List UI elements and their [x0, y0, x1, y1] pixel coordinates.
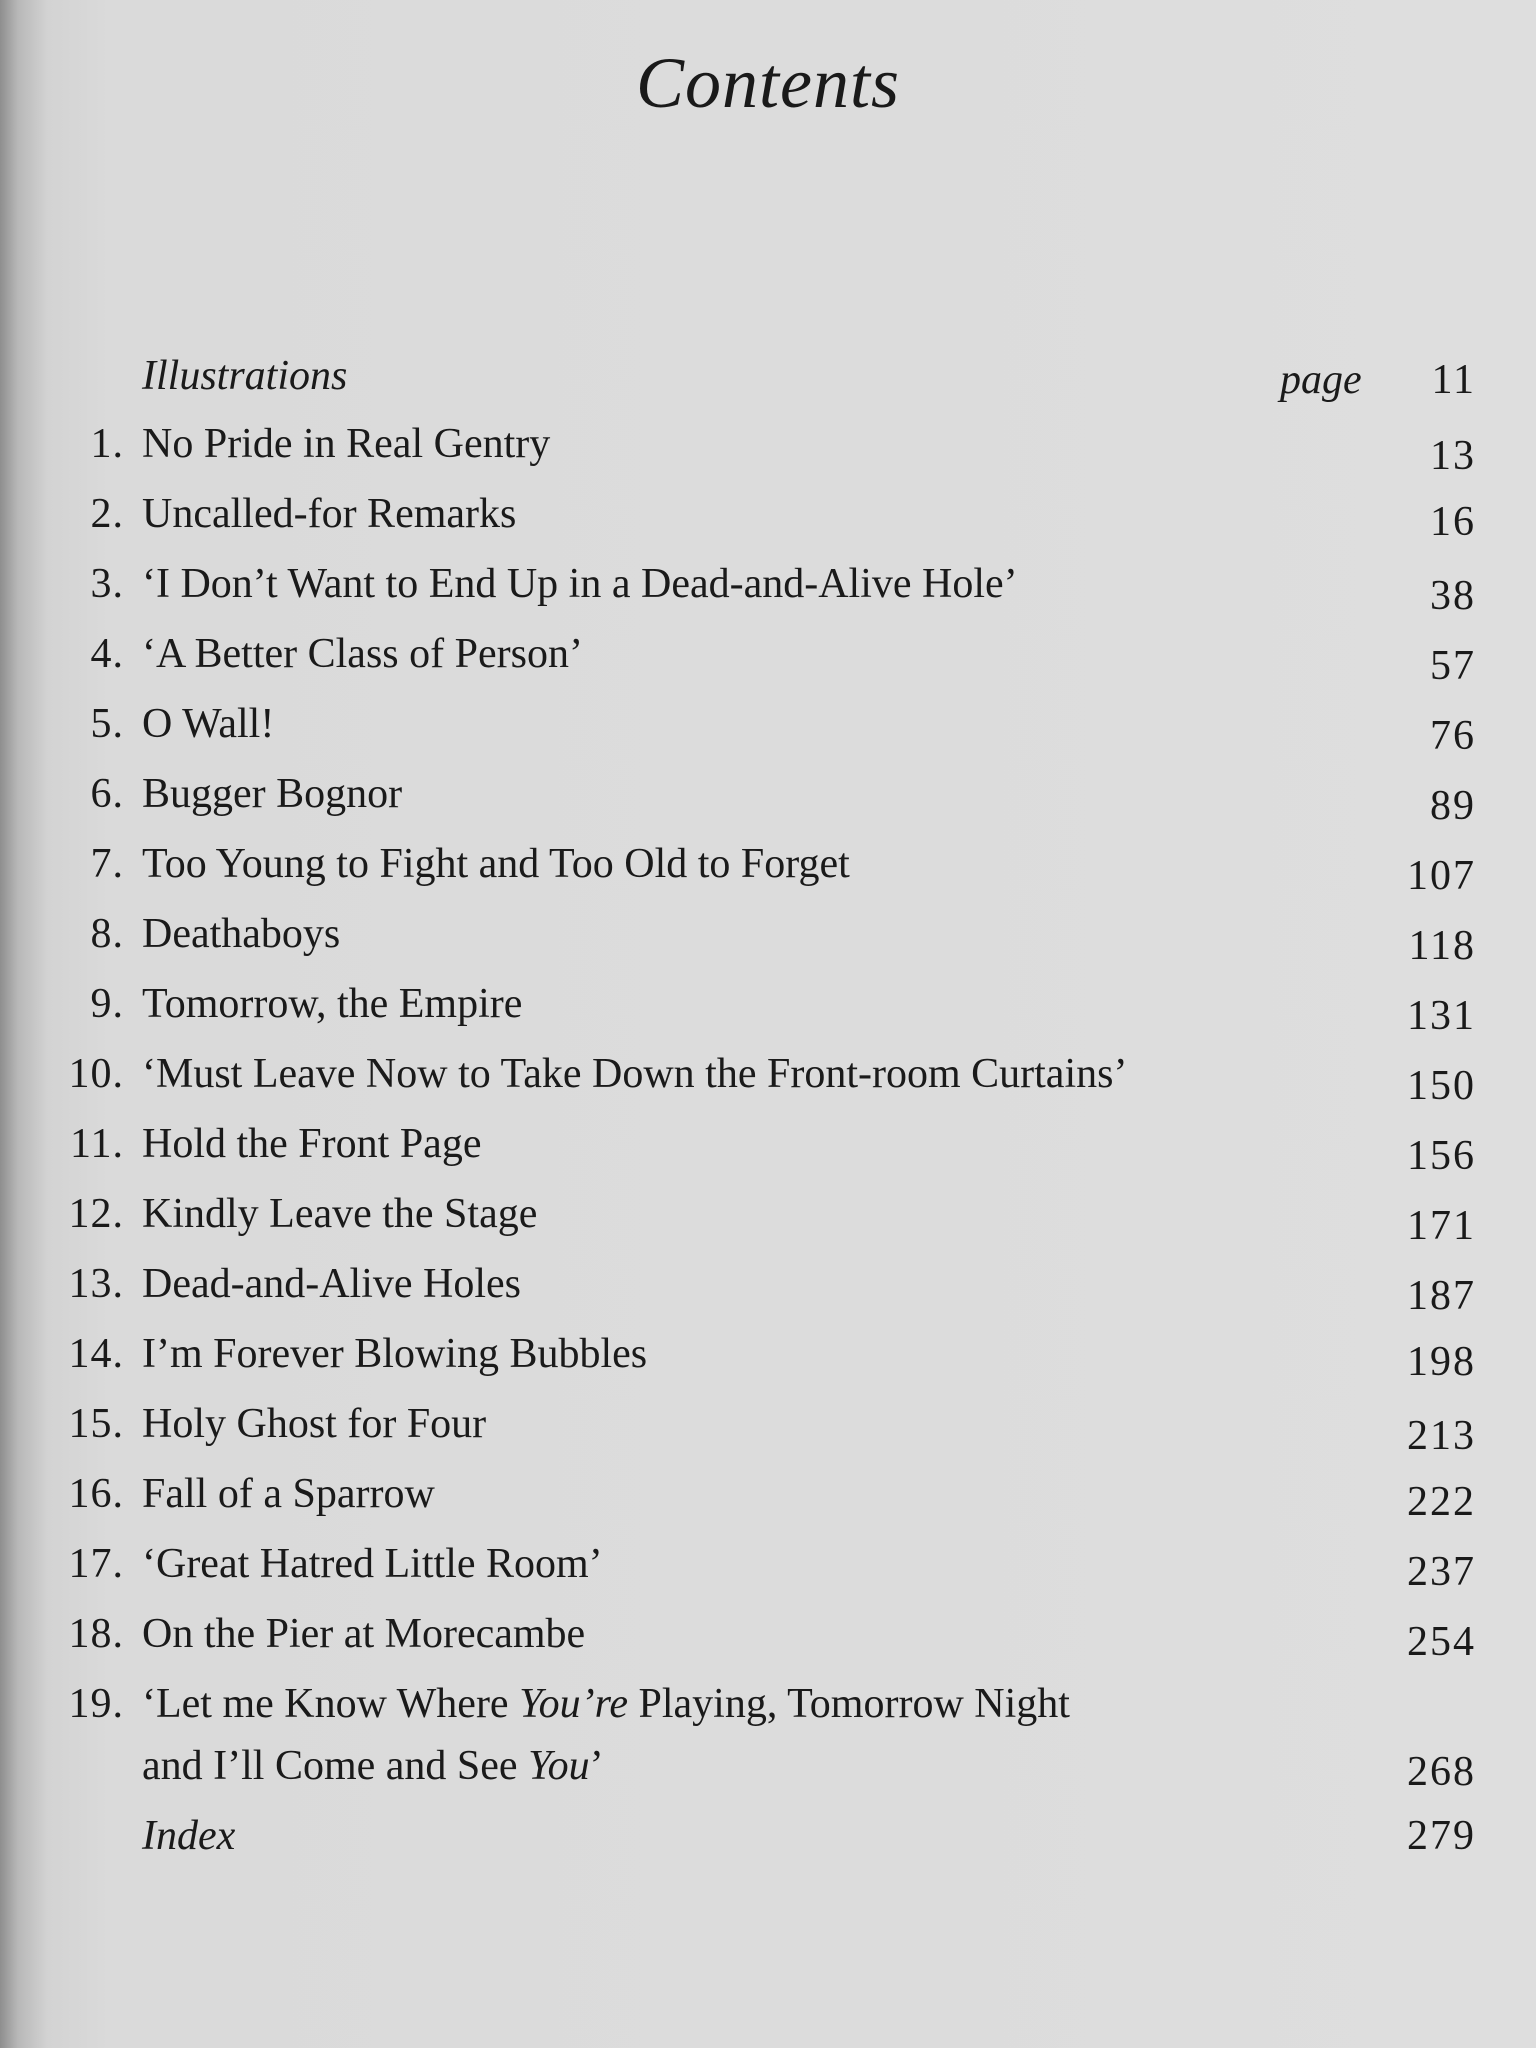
chapter-title: Fall of a Sparrow [142, 1471, 435, 1517]
chapter-number: 6. [90, 771, 124, 817]
chapter-number: 13. [68, 1261, 124, 1307]
toc-illustrations-label: Illustrations [142, 353, 348, 399]
chapter-title: No Pride in Real Gentry [142, 421, 551, 467]
chapter-page: 213 [1407, 1413, 1476, 1459]
chapter-page: 38 [1430, 573, 1476, 619]
toc-index-label: Index [142, 1813, 236, 1859]
chapter-number: 9. [90, 981, 124, 1027]
chapter-page: 222 [1407, 1479, 1476, 1525]
chapter-page: 171 [1407, 1203, 1476, 1249]
chapter-title: Dead-and-Alive Holes [142, 1261, 522, 1307]
toc-row-chapter-19[interactable] [0, 1680, 1536, 1795]
chapter-page: 107 [1407, 853, 1476, 899]
chapter-title: On the Pier at Morecambe [142, 1611, 586, 1657]
page-title: Contents [635, 43, 900, 123]
chapter-title: Too Young to Fight and Too Old to Forget [142, 841, 850, 887]
chapter-number: 14. [68, 1331, 124, 1377]
chapter-page: 198 [1407, 1339, 1476, 1385]
chapter-title: ‘Great Hatred Little Room’ [142, 1541, 603, 1587]
chapter-page: 57 [1430, 643, 1476, 689]
chapter-title: O Wall! [142, 701, 275, 747]
chapter-number: 2. [90, 491, 124, 537]
chapter-title: ‘Must Leave Now to Take Down the Front-room Curtains’ [142, 1051, 1128, 1097]
chapter-number: 18. [68, 1611, 124, 1657]
chapter-page: 76 [1430, 713, 1476, 759]
chapter-page: 150 [1407, 1063, 1476, 1109]
chapter-number: 15. [68, 1401, 124, 1447]
chapter-number: 4. [90, 631, 124, 677]
chapter-number: 12. [68, 1191, 124, 1237]
chapter-page: 268 [1407, 1749, 1476, 1795]
chapter-number: 1. [90, 421, 124, 467]
chapter-title: Hold the Front Page [142, 1121, 482, 1167]
chapter-title: Kindly Leave the Stage [142, 1191, 538, 1237]
chapter-page: 131 [1407, 993, 1476, 1039]
chapter-number: 19. [68, 1681, 124, 1727]
chapter-number: 16. [68, 1471, 124, 1517]
chapter-number: 5. [90, 701, 124, 747]
chapter-title-line-1: ‘Let me Know Where You’re Playing, Tomorrow Night [142, 1681, 1070, 1727]
toc-illustrations-page: 11 [1431, 357, 1476, 403]
chapter-title: I’m Forever Blowing Bubbles [142, 1331, 648, 1377]
chapter-number: 3. [90, 561, 124, 607]
toc-page-word: page [1280, 357, 1362, 403]
chapter-title: ‘A Better Class of Person’ [142, 631, 583, 677]
chapter-page: 13 [1430, 433, 1476, 479]
chapter-number: 7. [90, 841, 124, 887]
chapter-page: 156 [1407, 1133, 1476, 1179]
chapter-number: 11. [70, 1121, 124, 1167]
chapter-title: Deathaboys [142, 911, 341, 957]
chapter-number: 8. [90, 911, 124, 957]
chapter-number: 17. [68, 1541, 124, 1587]
chapter-title: Tomorrow, the Empire [142, 981, 523, 1027]
chapter-page: 237 [1407, 1549, 1476, 1595]
chapter-number: 10. [68, 1051, 124, 1097]
chapter-title: ‘I Don’t Want to End Up in a Dead-and-Alive Hole’ [142, 561, 1018, 607]
chapter-page: 118 [1408, 923, 1476, 969]
chapter-page: 187 [1407, 1273, 1476, 1319]
chapter-title: Holy Ghost for Four [142, 1401, 487, 1447]
chapter-page: 254 [1407, 1619, 1476, 1665]
chapter-page: 16 [1430, 499, 1476, 545]
toc-index-page: 279 [1407, 1813, 1476, 1859]
chapter-title-line-2: and I’ll Come and See You’ [142, 1743, 604, 1789]
chapter-title: Bugger Bognor [142, 771, 403, 817]
chapter-title: Uncalled-for Remarks [142, 491, 517, 537]
chapter-page: 89 [1430, 783, 1476, 829]
